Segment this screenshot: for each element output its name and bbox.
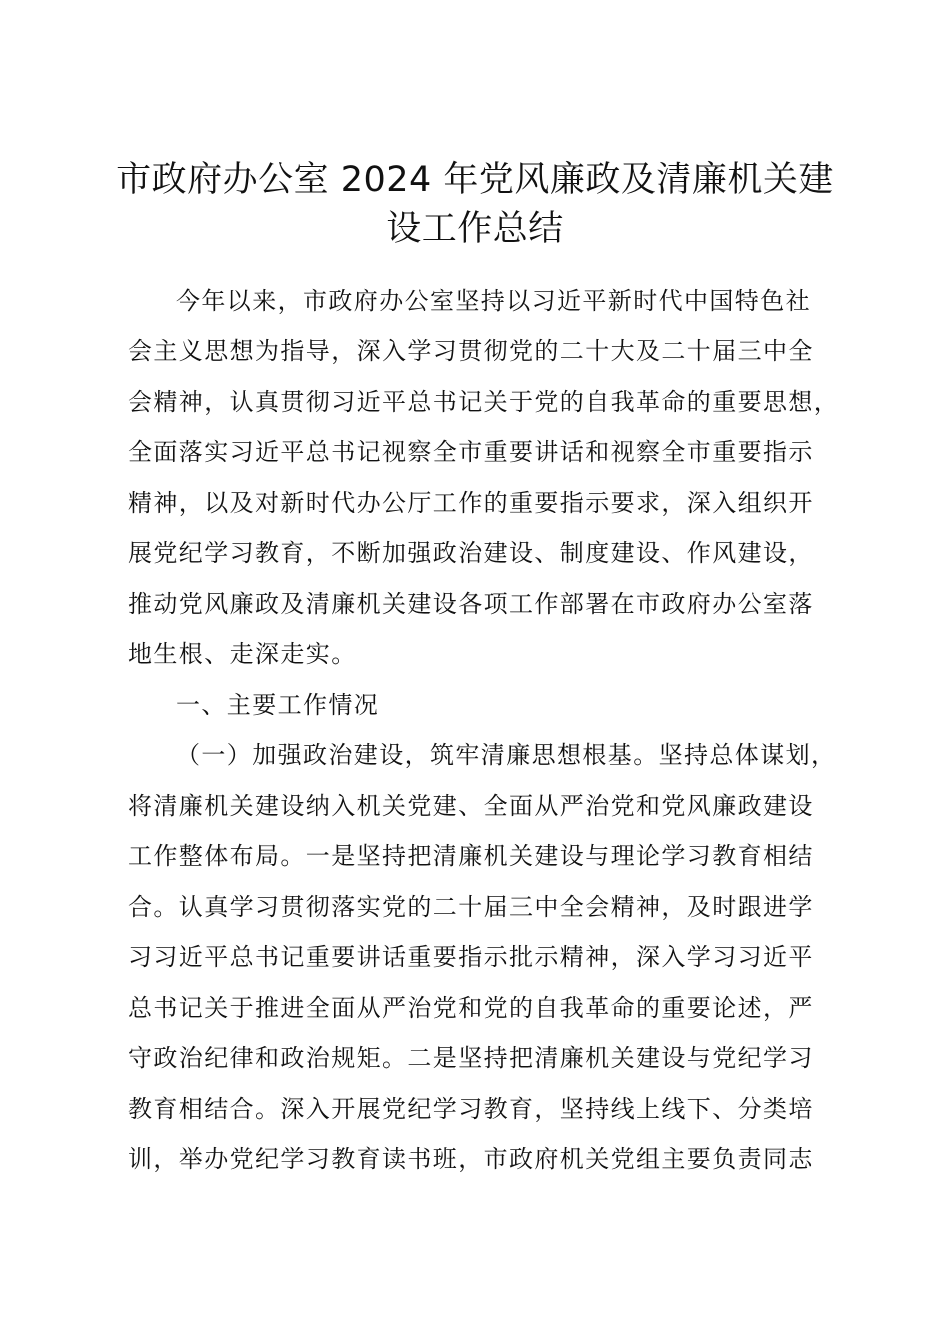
title-line: 市政府办公室 2024 年党风廉政及清廉机关建 [116, 160, 834, 200]
body-text-line: 地生根、走深走实。 [128, 640, 357, 668]
body-text-line: 全面落实习近平总书记视察全市重要讲话和视察全市重要指示 [128, 438, 814, 466]
body-text-line: 会主义思想为指导，深入学习贯彻党的二十大及二十届三中全 [128, 337, 814, 365]
body-text-line: 展党纪学习教育，不断加强政治建设、制度建设、作风建设， [128, 539, 814, 567]
title-line: 设工作总结 [386, 209, 564, 249]
body-text-line: 今年以来，市政府办公室坚持以习近平新时代中国特色社 [176, 287, 811, 315]
body-text-line: 合。认真学习贯彻落实党的二十届三中全会精神，及时跟进学 [128, 893, 814, 921]
body-text-line: 教育相结合。深入开展党纪学习教育，坚持线上线下、分类培 [128, 1095, 814, 1123]
body-text-line: 工作整体布局。一是坚持把清廉机关建设与理论学习教育相结 [128, 842, 814, 870]
body-text-line: 推动党风廉政及清廉机关建设各项工作部署在市政府办公室落 [128, 590, 814, 618]
body-text-line: 将清廉机关建设纳入机关党建、全面从严治党和党风廉政建设 [128, 792, 814, 820]
document-title [100, 156, 850, 254]
body-text-line: 守政治纪律和政治规矩。二是坚持把清廉机关建设与党纪学习 [128, 1044, 814, 1072]
body-text-line: 精神，以及对新时代办公厅工作的重要指示要求，深入组织开 [128, 489, 814, 517]
section-heading: 一、主要工作情况 [176, 691, 380, 719]
body-text-line: 训，举办党纪学习教育读书班，市政府机关党组主要负责同志 [128, 1145, 814, 1173]
body-text-line: （一）加强政治建设，筑牢清廉思想根基。坚持总体谋划， [176, 741, 837, 769]
body-text-line: 习习近平总书记重要讲话重要指示批示精神，深入学习习近平 [128, 943, 814, 971]
body-text-line: 总书记关于推进全面从严治党和党的自我革命的重要论述，严 [128, 994, 814, 1022]
body-text-line: 会精神，认真贯彻习近平总书记关于党的自我革命的重要思想， [128, 388, 840, 416]
